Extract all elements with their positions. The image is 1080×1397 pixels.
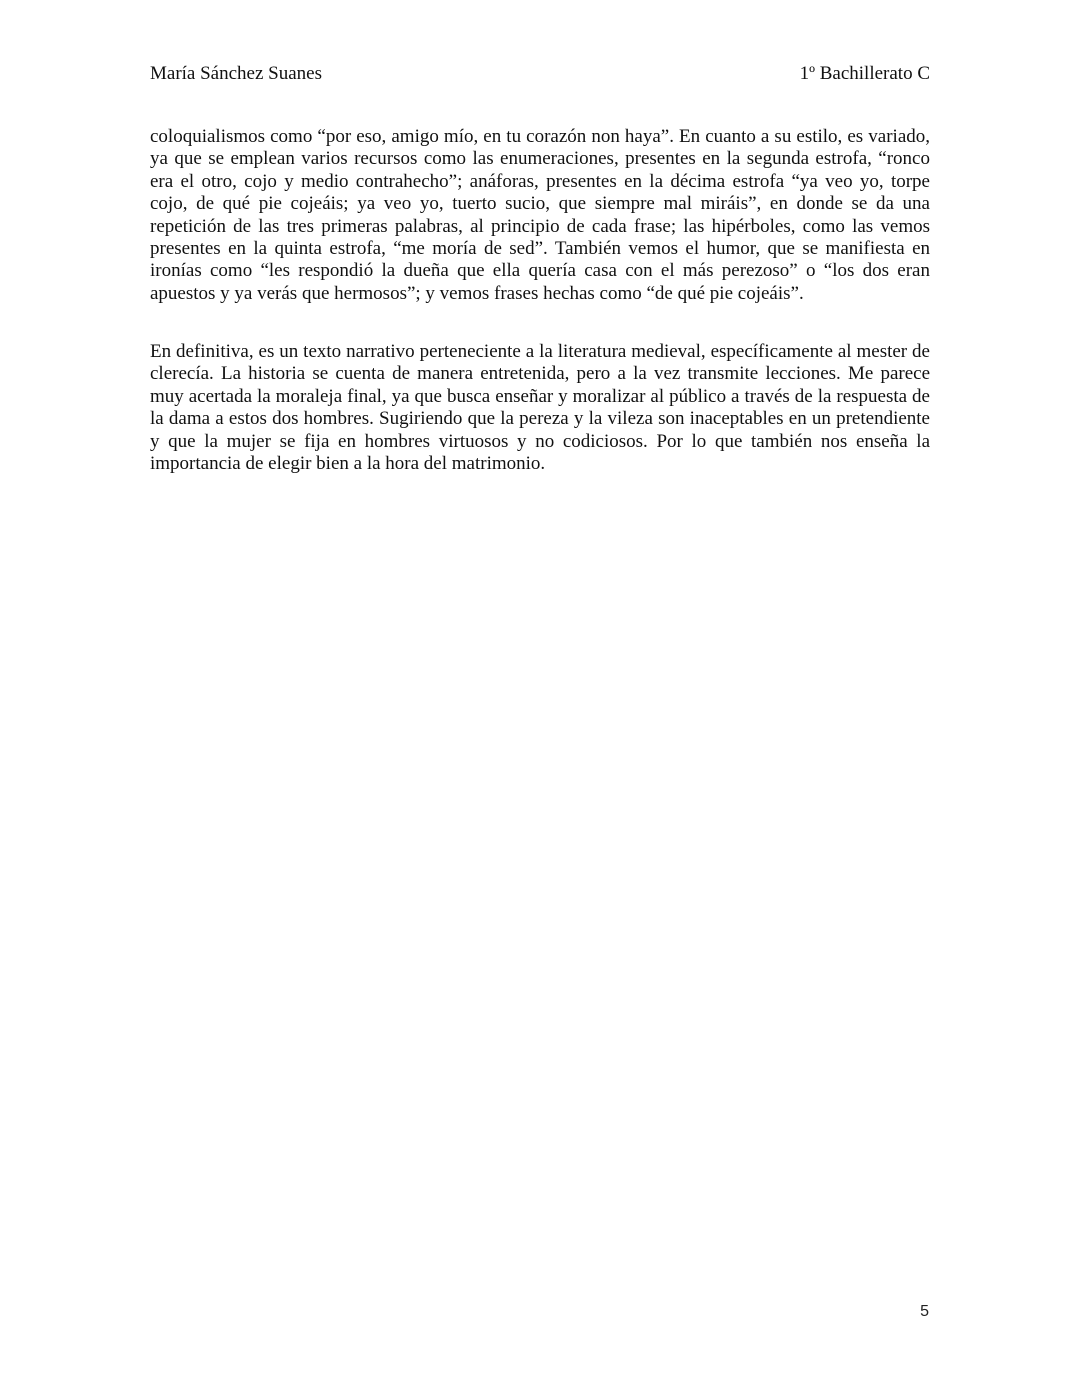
header-course: 1º Bachillerato C xyxy=(799,63,930,84)
body-paragraph-style: coloquialismos como “por eso, amigo mío, en tu corazón non haya”. En cuanto a su estilo, es variado, ya que se emplean varios recursos como las enumeraciones, presentes en la segunda estrofa, “ronco era el otro, cojo y medio contrahecho”; anáforas, presentes en la décima estrofa “ya veo yo, torpe cojo, de qué pie cojeáis; ya veo yo, tuerto sucio, que siempre mal miráis”, en donde se da una repetición de las tres primeras palabras, al principio de cada frase; las hipérboles, como las vemos presentes en la quinta estrofa, “me moría de sed”. También vemos el humor, que se manifiesta en ironías como “les respondió la dueña que ella quería casa con el más perezoso” o “los dos eran apuestos y ya verás que hermosos”; y vemos frases hechas como “de qué pie cojeáis”. xyxy=(150,126,930,304)
page-number: 5 xyxy=(920,1303,929,1320)
body-paragraph-conclusion: En definitiva, es un texto narrativo perteneciente a la literatura medieval, específicamente al mester de clerecía. La historia se cuenta de manera entretenida, pero a la vez transmite lecciones. Me parece muy acertada la moraleja final, ya que busca enseñar y moralizar al público a través de la respuesta de la dama a estos dos hombres. Sugiriendo que la pereza y la vileza son inaceptables en un pretendiente y que la mujer se fija en hombres virtuosos y no codiciosos. Por lo que también nos enseña la importancia de elegir bien a la hora del matrimonio. xyxy=(150,341,930,475)
header-author: María Sánchez Suanes xyxy=(150,63,322,84)
